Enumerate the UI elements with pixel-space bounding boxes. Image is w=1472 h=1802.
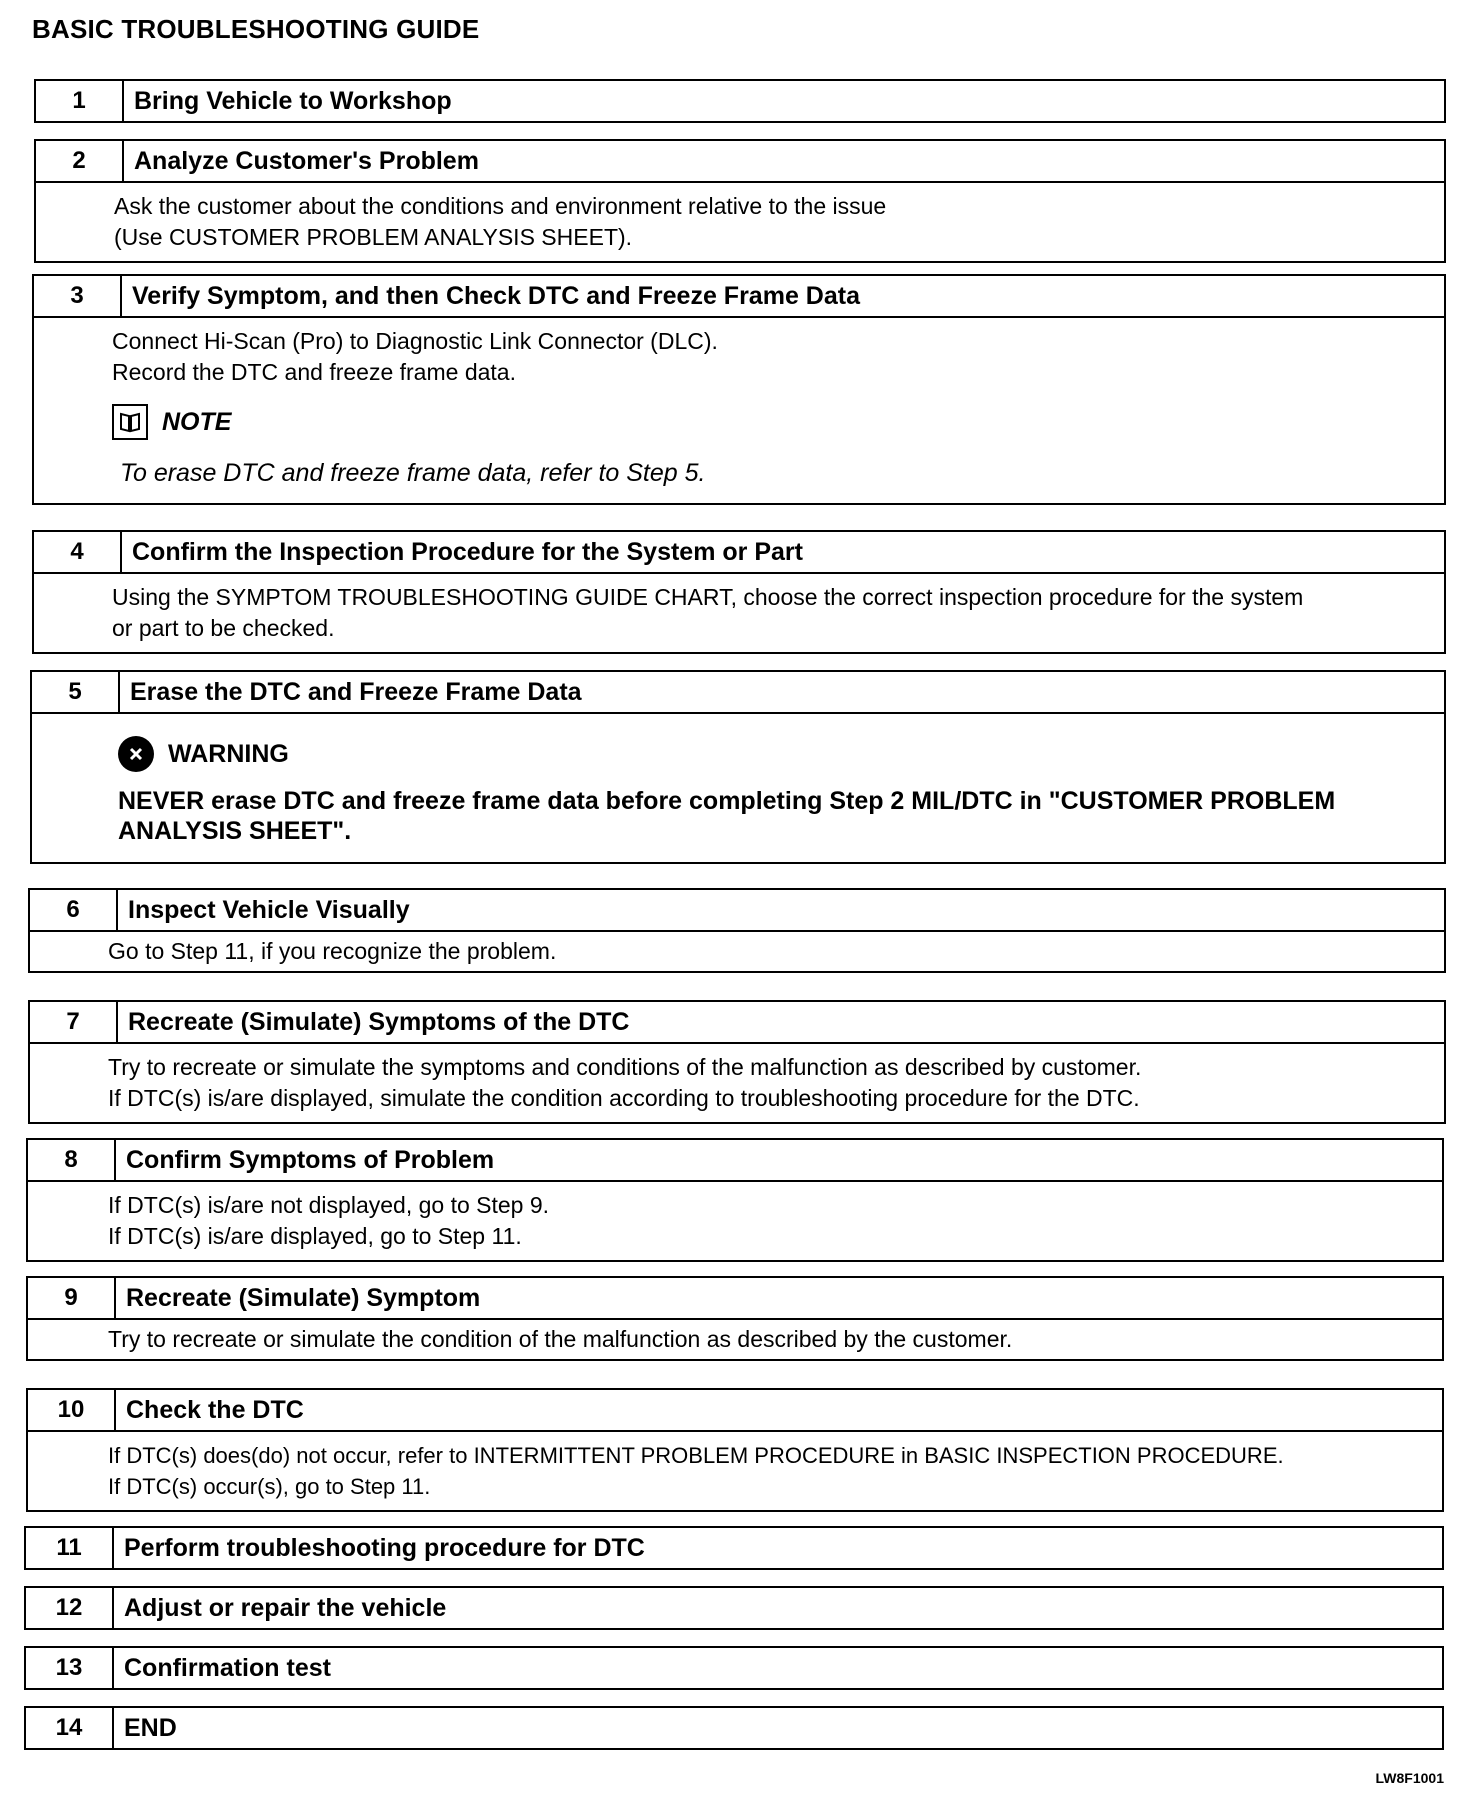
step-header (26, 1588, 1442, 1628)
step-body (32, 712, 1444, 862)
step-text-line: Go to Step 11, if you recognize the problem. (108, 938, 557, 964)
step-9 (26, 1276, 1444, 1361)
step-body (28, 1430, 1442, 1510)
step-1 (34, 79, 1446, 123)
note-label: NOTE (162, 407, 232, 436)
step-header (32, 672, 1444, 712)
step-13 (24, 1646, 1444, 1690)
step-number: 13 (26, 1648, 114, 1688)
step-title: Confirm the Inspection Procedure for the System or Part (132, 537, 803, 566)
step-body (34, 316, 1444, 503)
step-header (26, 1528, 1442, 1568)
warning-row (110, 736, 1434, 772)
step-text-line: Record the DTC and freeze frame data. (112, 359, 516, 385)
step-text-line: Using the SYMPTOM TROUBLESHOOTING GUIDE CHART, choose the correct inspection procedure for the system (112, 584, 1304, 610)
step-title: Check the DTC (126, 1395, 304, 1424)
step-number: 14 (26, 1708, 114, 1748)
step-header (30, 1002, 1444, 1042)
step-text-line: Try to recreate or simulate the condition of the malfunction as described by the customer. (108, 1326, 1013, 1352)
step-10 (26, 1388, 1444, 1512)
step-6 (28, 888, 1446, 973)
step-text-line: Ask the customer about the conditions and environment relative to the issue (114, 193, 887, 219)
warning-label: WARNING (168, 739, 289, 768)
book-icon (112, 404, 148, 440)
step-body (34, 572, 1444, 652)
step-title: Recreate (Simulate) Symptoms of the DTC (128, 1007, 630, 1036)
step-title: Recreate (Simulate) Symptom (126, 1283, 481, 1312)
step-title: END (124, 1713, 177, 1742)
step-8 (26, 1138, 1444, 1262)
step-title: Analyze Customer's Problem (134, 146, 479, 175)
step-header (28, 1278, 1442, 1318)
step-number: 5 (32, 672, 120, 712)
step-2 (34, 139, 1446, 263)
step-number: 8 (28, 1140, 116, 1180)
step-number: 2 (36, 141, 124, 181)
step-title: Adjust or repair the vehicle (124, 1593, 447, 1622)
step-header (26, 1708, 1442, 1748)
step-text-line: If DTC(s) occur(s), go to Step 11. (108, 1474, 431, 1499)
step-12 (24, 1586, 1444, 1630)
step-4 (32, 530, 1446, 654)
step-number: 1 (36, 81, 124, 121)
step-text-line: Try to recreate or simulate the symptoms and conditions of the malfunction as described by customer. (108, 1054, 1142, 1080)
step-body (36, 181, 1444, 261)
step-3 (32, 274, 1446, 505)
step-text-line: (Use CUSTOMER PROBLEM ANALYSIS SHEET). (114, 224, 633, 250)
step-body (30, 1042, 1444, 1122)
warning-x-icon (118, 736, 154, 772)
step-title: Confirm Symptoms of Problem (126, 1145, 495, 1174)
warning-text: NEVER erase DTC and freeze frame data before completing Step 2 MIL/DTC in "CUSTOMER PROBLEM ANALYSIS SHEET". (118, 787, 1336, 845)
step-7 (28, 1000, 1446, 1124)
note-text: To erase DTC and freeze frame data, refer to Step 5. (120, 459, 706, 487)
step-header (36, 141, 1444, 181)
note-row (112, 404, 1434, 440)
step-body (28, 1318, 1442, 1359)
step-text-line: If DTC(s) is/are not displayed, go to Step 9. (108, 1192, 550, 1218)
step-title: Perform troubleshooting procedure for DTC (124, 1533, 645, 1562)
step-number: 12 (26, 1588, 114, 1628)
step-header (28, 1390, 1442, 1430)
step-header (26, 1648, 1442, 1688)
step-5 (30, 670, 1446, 864)
step-body (28, 1180, 1442, 1260)
step-body (30, 930, 1444, 971)
step-header (30, 890, 1444, 930)
step-text-line: If DTC(s) is/are displayed, go to Step 11. (108, 1223, 522, 1249)
step-14 (24, 1706, 1444, 1750)
step-number: 4 (34, 532, 122, 572)
step-header (36, 81, 1444, 121)
step-text-line: or part to be checked. (112, 615, 335, 641)
step-number: 7 (30, 1002, 118, 1042)
step-text-line: If DTC(s) does(do) not occur, refer to INTERMITTENT PROBLEM PROCEDURE in BASIC INSPECTION PROCEDURE. (108, 1443, 1284, 1468)
step-number: 6 (30, 890, 118, 930)
figure-code: LW8F1001 (1375, 1770, 1444, 1786)
step-title: Bring Vehicle to Workshop (134, 86, 452, 115)
step-header (28, 1140, 1442, 1180)
step-title: Inspect Vehicle Visually (128, 895, 410, 924)
step-11 (24, 1526, 1444, 1570)
step-number: 9 (28, 1278, 116, 1318)
step-title: Erase the DTC and Freeze Frame Data (130, 677, 582, 706)
step-number: 11 (26, 1528, 114, 1568)
step-header (34, 532, 1444, 572)
step-number: 3 (34, 276, 122, 316)
step-title: Verify Symptom, and then Check DTC and Freeze Frame Data (132, 281, 860, 310)
step-header (34, 276, 1444, 316)
step-title: Confirmation test (124, 1653, 331, 1682)
page-title: BASIC TROUBLESHOOTING GUIDE (32, 14, 480, 44)
step-number: 10 (28, 1390, 116, 1430)
step-text-line: Connect Hi-Scan (Pro) to Diagnostic Link Connector (DLC). (112, 328, 718, 354)
step-text-line: If DTC(s) is/are displayed, simulate the condition according to troubleshooting procedure for the DTC. (108, 1085, 1140, 1111)
